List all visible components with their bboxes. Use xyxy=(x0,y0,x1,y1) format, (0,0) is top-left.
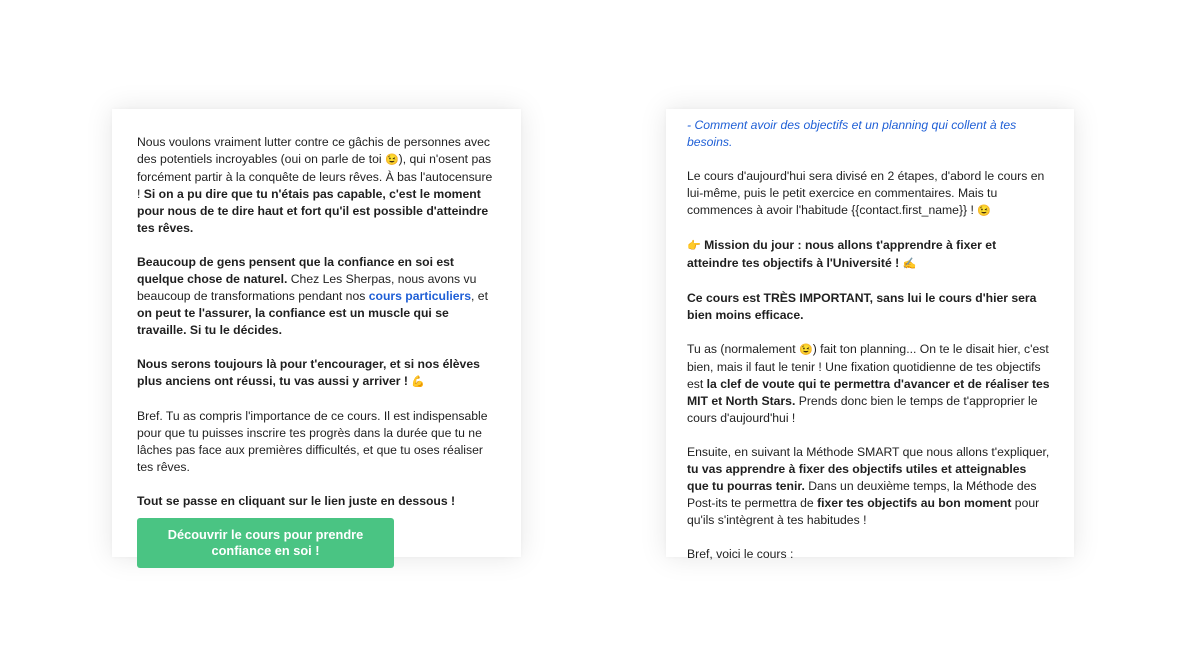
paragraph-importance: Bref. Tu as compris l'importance de ce cours. Il est indispensable pour que tu puisses inscrire tes progrès dans la durée que tu ne lâches pas face aux premières difficultés, et que tu oses réaliser tes rêves. xyxy=(137,409,488,474)
paragraph-here-is-course: Bref, voici le cours : xyxy=(687,547,794,561)
pointing-right-emoji-icon: 👉 xyxy=(687,240,701,252)
paragraph-click-link: Tout se passe en cliquant sur le lien juste en dessous ! xyxy=(137,494,456,508)
paragraph-confidence: Beaucoup de gens pensent que la confiance en soi est quelque chose de naturel. Chez Les Sherpas, nous avons vu beaucoup de transformations pendant nos cours particuliers, et on peut te l'assurer, la confiance est un muscle qui se travaille. Si tu le décides. xyxy=(137,255,488,337)
paragraph-mission: 👉 Mission du jour : nous allons t'apprendre à fixer et atteindre tes objectifs à l'Université ! ✍️ xyxy=(687,238,997,270)
discover-course-button[interactable]: Découvrir le cours pour prendre confiance en soi ! xyxy=(137,518,394,568)
paragraph-planning: Tu as (normalement 😉) fait ton planning... On te le disait hier, c'est bien, mais il faut le tenir ! Une fixation quotidienne de tes objectifs est la clef de voute qui te permettra d'avancer et de réaliser tes MIT et North Stars. Prends donc bien le temps de t'approprier le cours d'aujourd'hui ! xyxy=(687,342,1050,425)
cours-particuliers-link[interactable]: cours particuliers xyxy=(368,289,472,303)
wink-emoji-icon: 😉 xyxy=(798,344,813,356)
email-card-left xyxy=(112,109,521,557)
paragraph-encourage: Nous serons toujours là pour t'encourager, et si nos élèves plus anciens ont réussi, tu vas aussi y arriver ! 💪 xyxy=(137,357,480,388)
paragraph-course-steps: Le cours d'aujourd'hui sera divisé en 2 étapes, d'abord le cours en lui-même, puis le petit exercice en commentaires. Mais tu commences à avoir l'habitude {{contact.first_name}} ! 😉 xyxy=(687,169,1045,217)
paragraph-smart-method: Ensuite, en suivant la Méthode SMART que nous allons t'expliquer, tu vas apprendre à fixer des objectifs utiles et atteignables que tu pourras tenir. Dans un deuxième temps, la Méthode des Post-its te permettra de fixer tes objectifs au bon moment pour qu'ils s'intègrent à tes habitudes ! xyxy=(687,445,1050,527)
paragraph-important: Ce cours est TRÈS IMPORTANT, sans lui le cours d'hier sera bien moins efficace. xyxy=(687,291,1037,322)
writing-hand-emoji-icon: ✍️ xyxy=(902,258,917,270)
paragraph-potentials: Nous voulons vraiment lutter contre ce gâchis de personnes avec des potentiels incroyables (oui on parle de toi 😉), qui n'osent pas forcément partir à la conquête de leurs rêves. À bas l'autocensure ! Si on a pu dire que tu n'étais pas capable, c'est le moment pour nous de te dire haut et fort qu'il est possible d'atteindre tes rêves. xyxy=(137,135,493,235)
objectives-planning-line: - Comment avoir des objectifs et un planning qui collent à tes besoins. xyxy=(687,118,1017,149)
email-card-right xyxy=(666,109,1074,561)
wink-emoji-icon: 😉 xyxy=(384,154,399,166)
wink-emoji-icon: 😉 xyxy=(977,205,991,217)
flexed-biceps-emoji-icon: 💪 xyxy=(411,376,426,388)
